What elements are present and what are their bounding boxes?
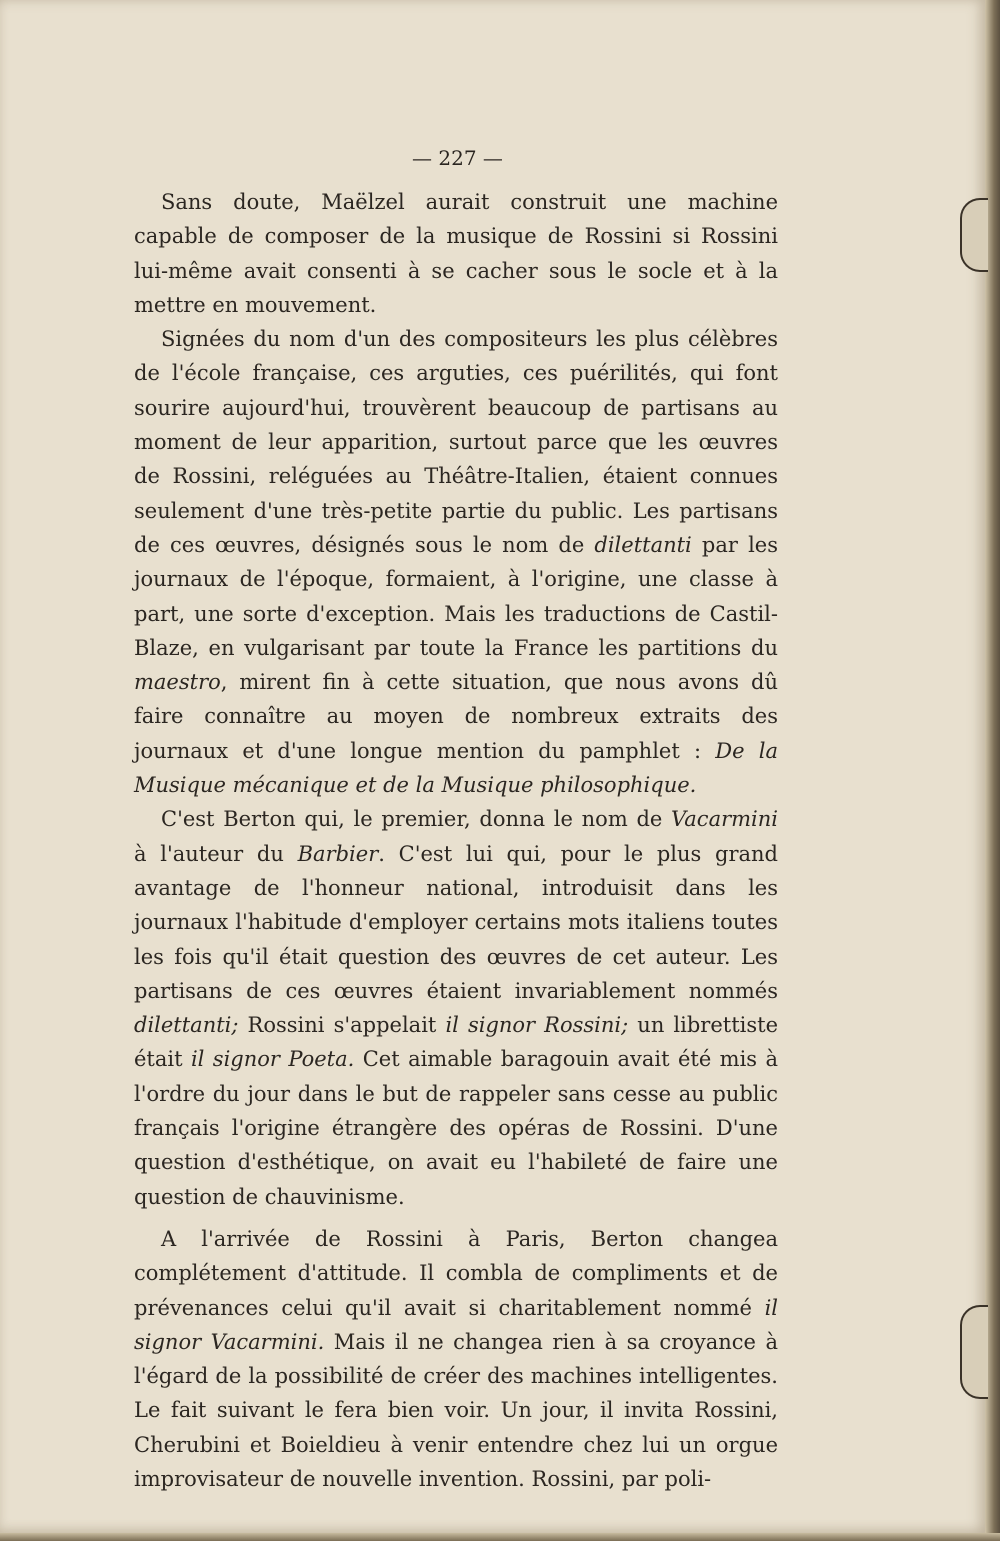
italic-text: il signor Rossini; <box>445 1013 629 1038</box>
italic-text: il signor Poeta. <box>190 1047 355 1072</box>
text-run: Sans doute, Maëlzel aurait construit une machine capable de composer de la musique de Rossini si Rossini lui-même avait consenti à se cacher sous le socle et à la mettre en mouvement. <box>134 190 778 317</box>
text-run: Mais il ne changea rien à sa croyance à l'égard de la possibilité de créer des machines intelligentes. Le fait suivant le fera bien voir. Un jour, il invita Rossini, Cherubini et Boieldieu à venir entendre chez lui un orgue improvisateur de nouvelle invention. Rossini, par poli- <box>134 1329 778 1491</box>
paragraph <box>134 1222 778 1496</box>
text-run: Rossini s'appelait <box>238 1013 446 1038</box>
italic-text: De la Musique mécanique et de la Musique philosophique. <box>134 738 778 798</box>
page-number: — 227 — <box>412 146 503 170</box>
text-run: C'est Berton qui, le premier, donna le nom de <box>161 807 672 832</box>
italic-text: maestro <box>134 670 221 695</box>
text-run: Cet aimable baragouin avait été mis à l'ordre du jour dans le but de rappeler sans cesse au public français l'origine étrangère des opéras de Rossini. D'une question d'esthétique, on avait eu l'habileté de faire une question de chauvinisme. <box>134 1047 778 1209</box>
body-text <box>134 185 778 1496</box>
paragraph <box>134 322 778 802</box>
text-run: , mirent fin à cette situation, que nous avons dû faire connaître au moyen de nombreux extraits des journaux et d'une longue mention du pamphlet : <box>134 670 778 763</box>
italic-text: dilettanti <box>594 532 692 557</box>
binding-clip-top <box>960 198 988 272</box>
italic-text: Vacarmini <box>671 807 778 832</box>
italic-text: dilettanti; <box>134 1013 239 1038</box>
text-run: Signées du nom d'un des compositeurs les plus célèbres de l'école française, ces arguties, ces puérilités, qui font sourire aujourd'hui, trouvèrent beaucoup de partisans au moment de leur apparition, surtout parce que les œuvres de Rossini, reléguées au Théâtre-Italien, étaient connues seulement d'une très-petite partie du public. Les partisans de ces œuvres, désignés sous le nom de <box>134 327 778 557</box>
page-edge-bottom <box>0 1533 1000 1541</box>
italic-text: Barbier <box>297 841 379 866</box>
text-run: par les journaux de l'époque, formaient, à l'origine, une classe à part, une sorte d'exception. Mais les traductions de Castil-Blaze, en vulgarisant par toute la France les partitions du <box>134 532 778 660</box>
italic-text: il signor Vacarmini. <box>134 1295 778 1354</box>
paragraph <box>134 802 778 1214</box>
binding-clip-bottom <box>960 1305 988 1399</box>
text-run: à l'auteur du <box>134 841 298 866</box>
paragraph <box>134 185 778 322</box>
text-run: . C'est lui qui, pour le plus grand avantage de l'honneur national, introduisit dans les journaux l'habitude d'employer certains mots italiens toutes les fois qu'il était question des œuvres de cet auteur. Les partisans de ces œuvres étaient invariablement nommés <box>134 841 778 1003</box>
text-run: un librettiste était <box>134 1013 778 1072</box>
text-run: A l'arrivée de Rossini à Paris, Berton changea complétement d'attitude. Il combla de compliments et de prévenances celui qu'il avait si charitablement nommé <box>134 1226 778 1320</box>
